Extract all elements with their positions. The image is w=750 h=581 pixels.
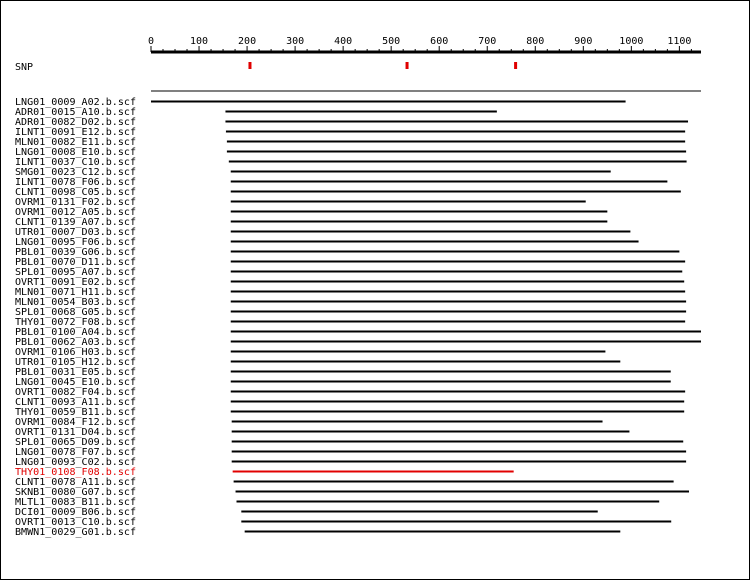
read-name[interactable]: THY01_0108_F08.b.scf [15,467,136,478]
read-name[interactable]: SPL01_0068_G05.b.scf [15,307,136,318]
coordinate-axis [148,36,701,52]
read-name[interactable]: SPL01_0065_D09.b.scf [15,437,136,448]
read-name[interactable]: CLNT1_0139_A07.b.scf [15,217,136,228]
snp-marker[interactable] [514,62,517,69]
read-name[interactable]: LNG01_0045_E10.b.scf [15,377,136,388]
read-name[interactable]: UTR01_0007_D03.b.scf [15,227,136,238]
snp-marker[interactable] [406,62,409,69]
read-name[interactable]: OVRT1_0131_D04.b.scf [15,427,136,438]
read-name[interactable]: PBL01_0100_A04.b.scf [15,327,136,338]
read-name[interactable]: OVRT1_0091_E02.b.scf [15,277,136,288]
read-name[interactable]: LNG01_0095_F06.b.scf [15,237,136,248]
snp-alignment-viewer [1,1,750,581]
read-name[interactable]: OVRT1_0013_C10.b.scf [15,517,136,528]
axis-tick-label: 600 [430,36,449,47]
read-name[interactable]: ADR01_0015_A10.b.scf [15,107,136,118]
axis-tick-label: 1000 [619,36,644,47]
read-name[interactable]: MLTL1_0083_B11.b.scf [15,497,136,508]
read-name[interactable]: LNG01_0078_F07.b.scf [15,447,136,458]
read-name[interactable]: BMWN1_0029_G01.b.scf [15,527,136,538]
snp-track [248,62,517,69]
snp-track-label: SNP [15,62,34,73]
read-name[interactable]: CLNT1_0093_A11.b.scf [15,397,136,408]
read-name[interactable]: OVRM1_0012_A05.b.scf [15,207,136,218]
read-name[interactable]: OVRT1_0082_F04.b.scf [15,387,136,398]
axis-tick-label: 100 [190,36,209,47]
read-name[interactable]: PBL01_0039_G06.b.scf [15,247,136,258]
read-name[interactable]: LNG01_0009_A02.b.scf [15,97,136,108]
read-name[interactable]: SPL01_0095_A07.b.scf [15,267,136,278]
axis-tick-label: 900 [574,36,593,47]
axis-tick-label: 500 [382,36,401,47]
read-name[interactable]: THY01_0059_B11.b.scf [15,407,136,418]
read-name[interactable]: MLN01_0082_E11.b.scf [15,137,136,148]
axis-tick-label: 1100 [667,36,692,47]
axis-tick-label: 700 [478,36,497,47]
read-name[interactable]: CLNT1_0098_C05.b.scf [15,187,136,198]
read-name[interactable]: OVRM1_0084_F12.b.scf [15,417,136,428]
read-name[interactable]: MLN01_0071_H11.b.scf [15,287,136,298]
read-name[interactable]: THY01_0072_F08.b.scf [15,317,136,328]
read-row[interactable] [15,527,620,538]
read-name[interactable]: LNG01_0008_E10.b.scf [15,147,136,158]
read-name[interactable]: ILNT1_0091_E12.b.scf [15,127,136,138]
read-name[interactable]: ADR01_0082_D02.b.scf [15,117,136,128]
read-name[interactable]: ILNT1_0037_C10.b.scf [15,157,136,168]
read-name[interactable]: LNG01_0093_C02.b.scf [15,457,136,468]
read-name[interactable]: SMG01_0023_C12.b.scf [15,167,136,178]
read-name[interactable]: UTR01_0105_H12.b.scf [15,357,136,368]
axis-tick-label: 800 [526,36,545,47]
axis-tick-label: 200 [238,36,257,47]
read-name[interactable]: SKNB1_0080_G07.b.scf [15,487,136,498]
read-name[interactable]: PBL01_0062_A03.b.scf [15,337,136,348]
read-name[interactable]: CLNT1_0078_A11.b.scf [15,477,136,488]
read-name[interactable]: DCI01_0009_B06.b.scf [15,507,136,518]
read-name[interactable]: PBL01_0031_E05.b.scf [15,367,136,378]
axis-tick-label: 0 [147,36,155,47]
axis-tick-label: 300 [286,36,305,47]
read-name[interactable]: OVRM1_0131_F02.b.scf [15,197,136,208]
read-list [15,97,701,538]
read-name[interactable]: MLN01_0054_B03.b.scf [15,297,136,308]
snp-marker[interactable] [248,62,251,69]
read-name[interactable]: OVRM1_0106_H03.b.scf [15,347,136,358]
read-name[interactable]: PBL01_0070_D11.b.scf [15,257,136,268]
read-name[interactable]: ILNT1_0078_F06.b.scf [15,177,136,188]
axis-tick-label: 400 [334,36,353,47]
